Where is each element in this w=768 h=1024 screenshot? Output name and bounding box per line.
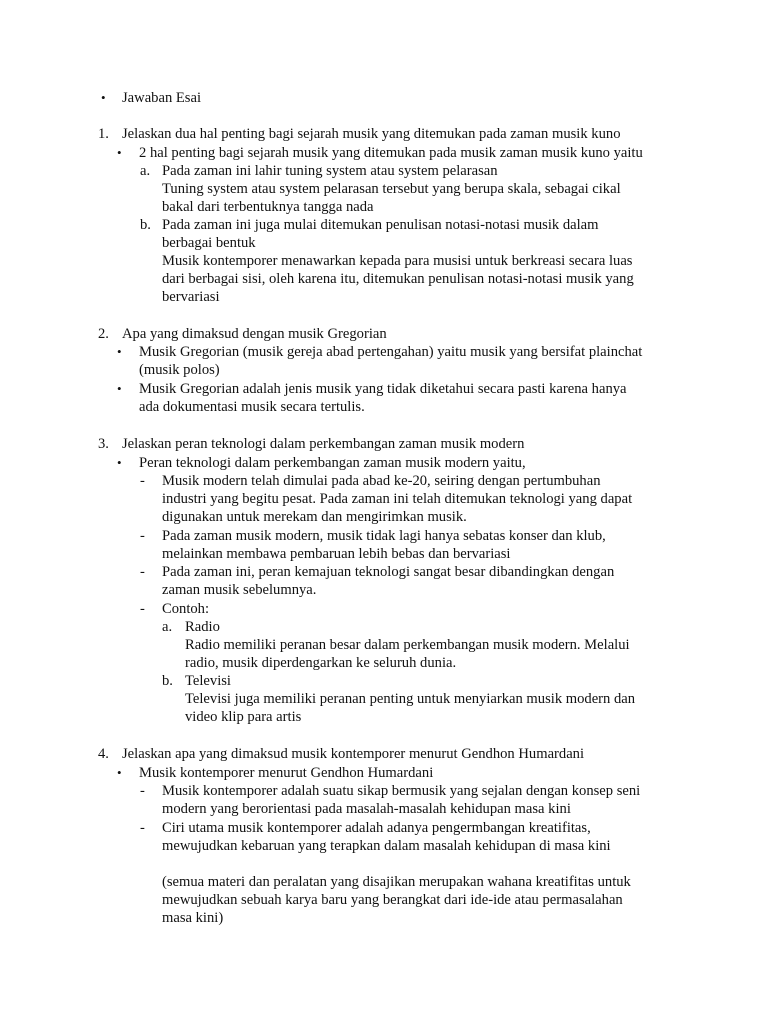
q1-a-title: Pada zaman ini lahir tuning system atau system pelarasan [162, 163, 498, 179]
q3-dash4: Contoh: [162, 601, 210, 617]
header-title: Jawaban Esai [122, 90, 202, 106]
q1-number: 1. [98, 126, 109, 142]
q1-answer: 2 hal penting bagi sejarah musik yang ditemukan pada musik zaman musik kuno yaitu [139, 145, 643, 161]
q1-b-marker: b. [140, 217, 151, 233]
q3-dash1-line: industri yang begitu pesat. Pada zaman ini telah ditemukan teknologi yang dapat [162, 491, 633, 507]
q3-a-body-line: radio, musik diperdengarkan ke seluruh dunia. [185, 655, 457, 671]
q3-b-body-line: Televisi juga memiliki peranan penting untuk menyiarkan musik modern dan [185, 691, 636, 707]
q4-question: Jelaskan apa yang dimaksud musik kontemporer menurut Gendhon Humardani [122, 746, 585, 762]
q3-dash2-line: melainkan membawa pembaruan lebih bebas dan bervariasi [162, 546, 511, 562]
q2-number: 2. [98, 326, 109, 342]
q3-answer: Peran teknologi dalam perkembangan zaman musik modern yaitu, [139, 455, 526, 471]
q1-a-marker: a. [140, 163, 151, 179]
bullet-marker: • [101, 90, 106, 105]
dash-marker: - [140, 528, 145, 544]
bullet-marker: • [117, 344, 122, 359]
q3-b-marker: b. [162, 673, 173, 689]
q3-question: Jelaskan peran teknologi dalam perkembangan zaman musik modern [122, 436, 525, 452]
q4-number: 4. [98, 746, 109, 762]
bullet-marker: • [117, 145, 122, 160]
q3-dash2-line: Pada zaman musik modern, musik tidak lagi hanya sebatas konser dan klub, [162, 528, 606, 544]
q3-a-title: Radio [185, 619, 220, 635]
q1-b-body-line: bervariasi [162, 289, 220, 305]
q1-b-body-line: Musik kontemporer menawarkan kepada para musisi untuk berkreasi secara luas [162, 253, 633, 269]
q3-b-body-line: video klip para artis [185, 709, 302, 725]
q2-bullet1-line: Musik Gregorian (musik gereja abad pertengahan) yaitu musik yang bersifat plainchat [139, 344, 643, 360]
q3-a-marker: a. [162, 619, 173, 635]
bullet-marker: • [117, 455, 122, 470]
dash-marker: - [140, 473, 145, 489]
bullet-marker: • [117, 381, 122, 396]
q3-dash1-line: Musik modern telah dimulai pada abad ke-20, seiring dengan pertumbuhan [162, 473, 601, 489]
q2-bullet2-line: ada dokumentasi musik secara tertulis. [139, 399, 365, 415]
q1-question: Jelaskan dua hal penting bagi sejarah musik yang ditemukan pada zaman musik kuno [122, 126, 621, 142]
dash-marker: - [140, 564, 145, 580]
q1-a-body-line: bakal dari terbentuknya tangga nada [162, 199, 374, 215]
q3-number: 3. [98, 436, 109, 452]
q4-dash2-line: mewujudkan kebaruan yang terapkan dalam masalah kehidupan di masa kini [162, 838, 611, 854]
dash-marker: - [140, 820, 145, 836]
q3-dash3-line: zaman musik sebelumnya. [162, 582, 317, 598]
q4-dash2-line: Ciri utama musik kontemporer adalah adanya pengermbangan kreatifitas, [162, 820, 591, 836]
q4-note-line: masa kini) [162, 910, 224, 926]
q1-a-body-line: Tuning system atau system pelarasan tersebut yang berupa skala, sebagai cikal [162, 181, 621, 197]
q4-dash1-line: modern yang berorientasi pada masalah-masalah kehidupan masa kini [162, 801, 571, 817]
q2-question: Apa yang dimaksud dengan musik Gregorian [122, 326, 387, 342]
q3-dash1-line: digunakan untuk merekam dan mengirimkan musik. [162, 509, 467, 525]
q4-note-line: (semua materi dan peralatan yang disajikan merupakan wahana kreatifitas untuk [162, 874, 631, 890]
bullet-marker: • [117, 765, 122, 780]
dash-marker: - [140, 601, 145, 617]
q1-b-body-line: dari berbagai sisi, oleh karena itu, ditemukan penulisan notasi-notasi musik yang [162, 271, 634, 287]
q2-bullet2-line: Musik Gregorian adalah jenis musik yang tidak diketahui secara pasti karena hanya [139, 381, 627, 397]
dash-marker: - [140, 783, 145, 799]
q1-b-title-line: Pada zaman ini juga mulai ditemukan penulisan notasi-notasi musik dalam [162, 217, 599, 233]
q3-dash3-line: Pada zaman ini, peran kemajuan teknologi sangat besar dibandingkan dengan [162, 564, 615, 580]
q3-b-title: Televisi [185, 673, 231, 689]
q4-dash1-line: Musik kontemporer adalah suatu sikap bermusik yang sejalan dengan konsep seni [162, 783, 641, 799]
q1-b-title-line: berbagai bentuk [162, 235, 256, 251]
q2-bullet1-line: (musik polos) [139, 362, 220, 378]
q4-answer: Musik kontemporer menurut Gendhon Humardani [139, 765, 434, 781]
q4-note-line: mewujudkan sebuah karya baru yang berangkat dari ide-ide atau permasalahan [162, 892, 623, 908]
q3-a-body-line: Radio memiliki peranan besar dalam perkembangan musik modern. Melalui [185, 637, 630, 653]
